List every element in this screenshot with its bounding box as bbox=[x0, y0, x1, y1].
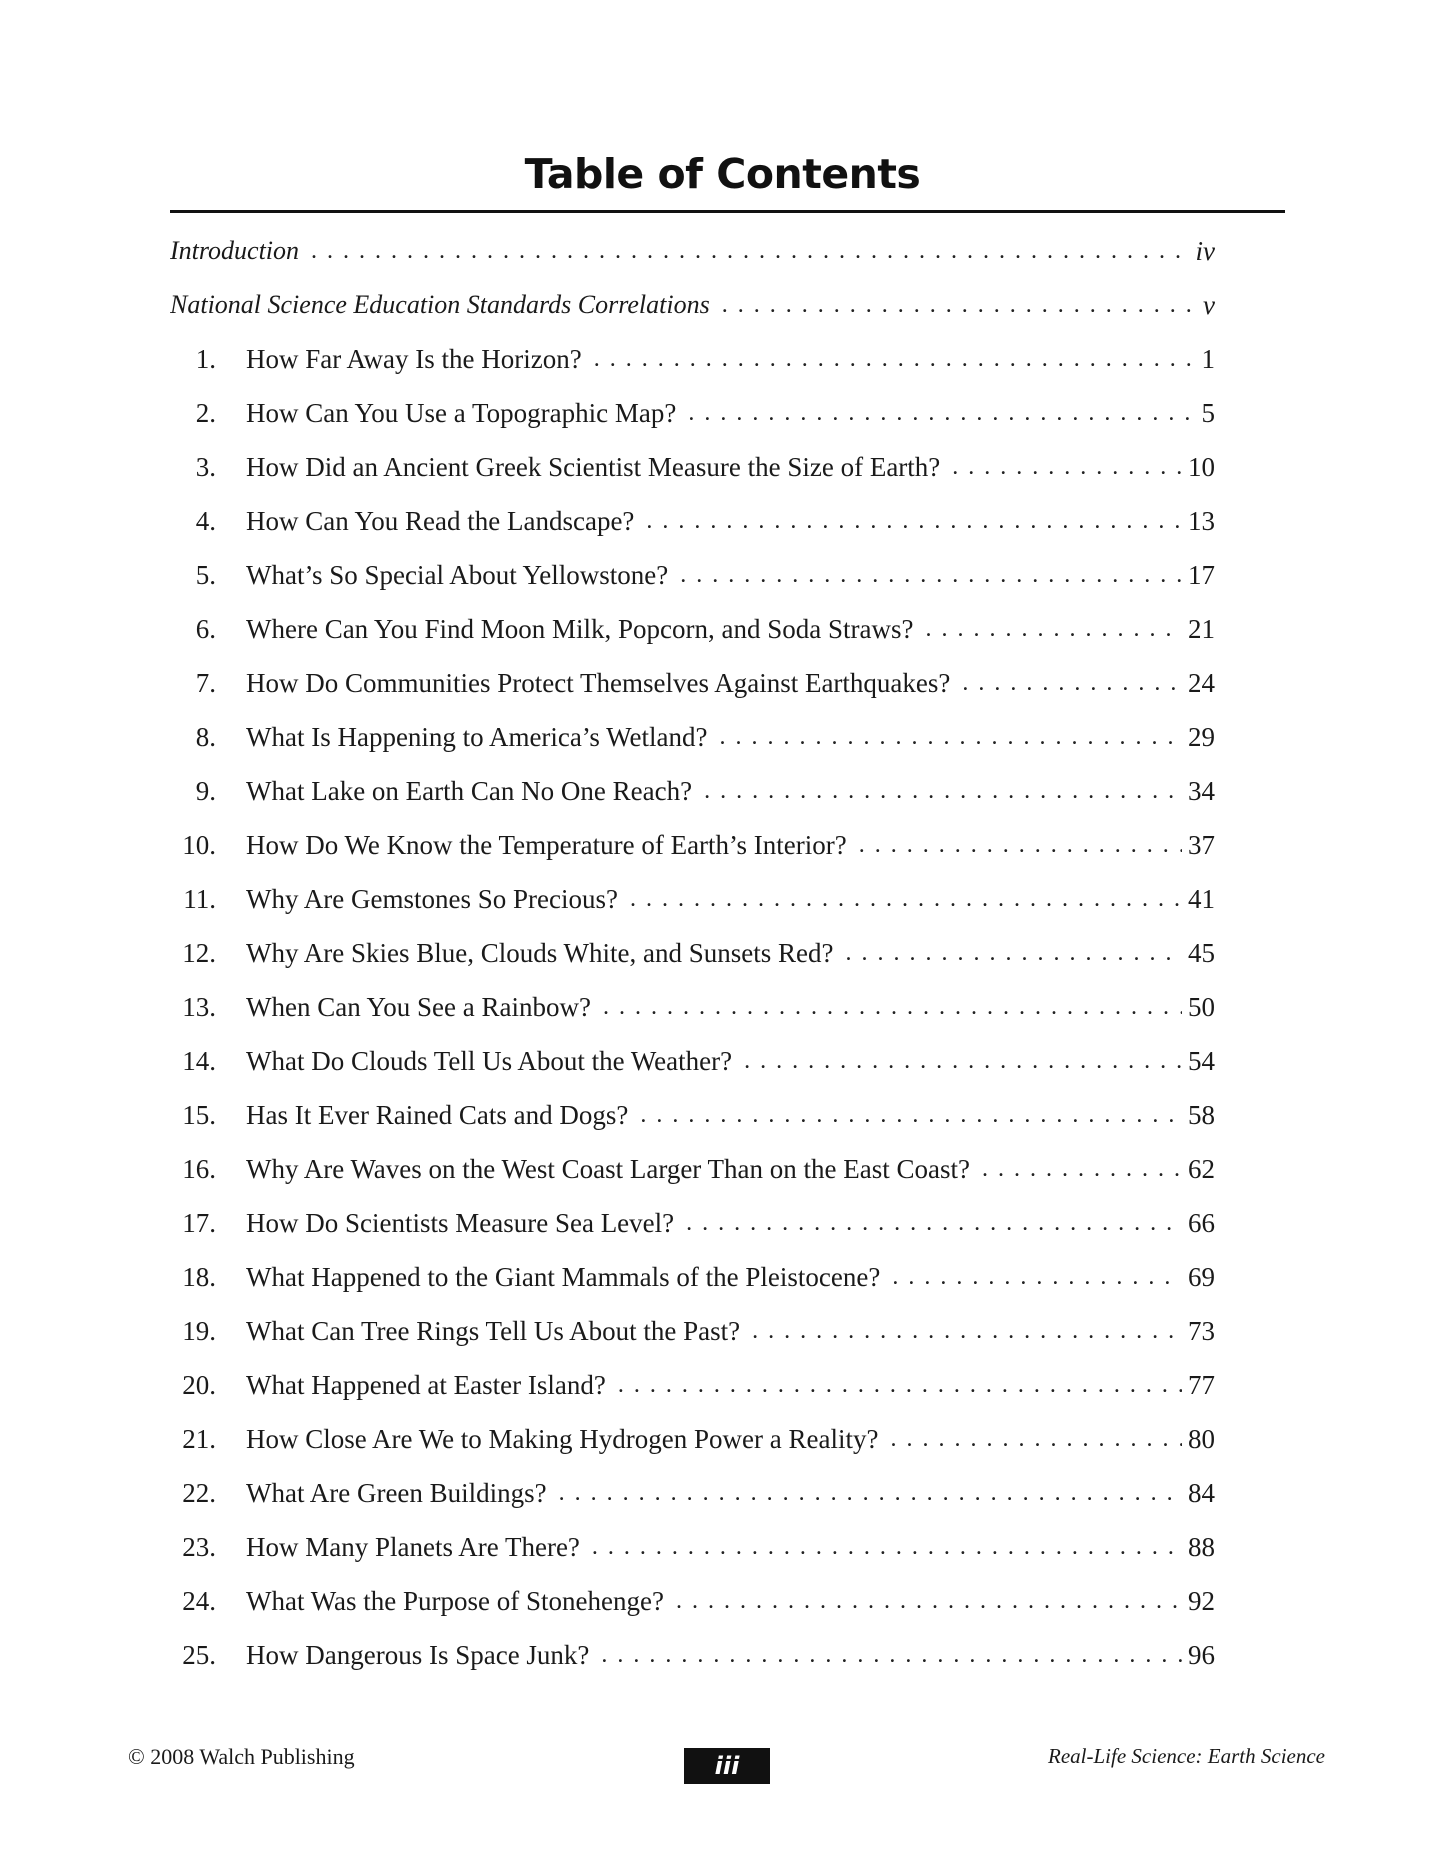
toc-entry-title: How Do Scientists Measure Sea Level? bbox=[246, 1207, 675, 1238]
toc-entry bbox=[170, 980, 1215, 1034]
toc-entry-title: What Is Happening to America’s Wetland? bbox=[246, 721, 708, 752]
dot-leader bbox=[676, 1588, 1182, 1615]
dot-leader bbox=[686, 1210, 1182, 1237]
toc-entry-title: Why Are Gemstones So Precious? bbox=[246, 883, 618, 914]
toc-entry-page: 50 bbox=[1188, 991, 1215, 1022]
toc-entry-number: 21. bbox=[182, 1423, 216, 1454]
toc-entry-page: 88 bbox=[1188, 1531, 1215, 1562]
toc-entry-page: 80 bbox=[1188, 1423, 1215, 1454]
dot-leader bbox=[618, 1372, 1182, 1399]
toc-entry-number: 5. bbox=[195, 559, 216, 590]
toc-entry-title: How Do Communities Protect Themselves Against Earthquakes? bbox=[246, 667, 951, 698]
toc-entry-number: 17. bbox=[182, 1207, 216, 1238]
toc-entry bbox=[170, 1412, 1215, 1466]
dot-leader bbox=[925, 616, 1182, 643]
toc-entry-title: How Can You Use a Topographic Map? bbox=[246, 397, 677, 428]
toc-entry-page: 10 bbox=[1188, 451, 1215, 482]
dot-leader bbox=[859, 832, 1182, 859]
toc-entry-title: How Do We Know the Temperature of Earth’s Interior? bbox=[246, 829, 847, 860]
toc-entry bbox=[170, 440, 1215, 494]
toc-entry-number: 11. bbox=[183, 883, 216, 914]
toc-entry-title: When Can You See a Rainbow? bbox=[246, 991, 591, 1022]
dot-leader bbox=[603, 994, 1182, 1021]
dot-leader bbox=[640, 1102, 1182, 1129]
toc-entry-page: 29 bbox=[1188, 721, 1215, 752]
book-title: Real-Life Science: Earth Science bbox=[1048, 1744, 1325, 1768]
toc-entry bbox=[170, 1088, 1215, 1142]
toc-entry-page: 17 bbox=[1188, 559, 1215, 590]
toc-front-matter-entry bbox=[170, 224, 1215, 278]
dot-leader bbox=[962, 670, 1182, 697]
toc-entry-title: Introduction bbox=[170, 236, 300, 265]
toc-entry bbox=[170, 1466, 1215, 1520]
toc-entry-page: 96 bbox=[1188, 1639, 1215, 1670]
toc-entry-title: How Many Planets Are There? bbox=[246, 1531, 580, 1562]
toc-entry-page: 92 bbox=[1188, 1585, 1215, 1616]
dot-leader bbox=[722, 292, 1197, 319]
toc-entry-page: 37 bbox=[1188, 829, 1215, 860]
title-rule bbox=[170, 210, 1285, 213]
toc-entry bbox=[170, 1520, 1215, 1574]
toc-entry-number: 13. bbox=[182, 991, 216, 1022]
dot-leader bbox=[688, 400, 1195, 427]
dot-leader bbox=[680, 562, 1182, 589]
toc-entry-number: 22. bbox=[182, 1477, 216, 1508]
toc-entry bbox=[170, 1034, 1215, 1088]
toc-entry bbox=[170, 710, 1215, 764]
dot-leader bbox=[704, 778, 1182, 805]
page-number: iii bbox=[684, 1748, 770, 1784]
page-title: Table of Contents bbox=[524, 150, 921, 198]
toc-entry-title: What Can Tree Rings Tell Us About the Past? bbox=[246, 1315, 741, 1346]
dot-leader bbox=[630, 886, 1182, 913]
toc-entry-page: v bbox=[1203, 289, 1215, 320]
toc-entry bbox=[170, 926, 1215, 980]
dot-leader bbox=[594, 346, 1196, 373]
toc-entry bbox=[170, 1196, 1215, 1250]
toc-entry bbox=[170, 1304, 1215, 1358]
toc-entry-title: Why Are Waves on the West Coast Larger Than on the East Coast? bbox=[246, 1153, 970, 1184]
toc-entry-number: 14. bbox=[182, 1045, 216, 1076]
toc-entry-title: What Are Green Buildings? bbox=[246, 1477, 547, 1508]
toc-entry-number: 8. bbox=[195, 721, 216, 752]
toc-entry-number: 25. bbox=[182, 1639, 216, 1670]
toc-entry-page: 69 bbox=[1188, 1261, 1215, 1292]
toc-entry bbox=[170, 386, 1215, 440]
dot-leader bbox=[311, 238, 1189, 265]
dot-leader bbox=[845, 940, 1182, 967]
toc-entry-page: 5 bbox=[1201, 397, 1215, 428]
toc-entry-page: 84 bbox=[1188, 1477, 1215, 1508]
toc-entry bbox=[170, 1628, 1215, 1682]
toc-entry bbox=[170, 1250, 1215, 1304]
toc-entry-number: 18. bbox=[182, 1261, 216, 1292]
copyright-notice: © 2008 Walch Publishing bbox=[128, 1744, 355, 1769]
toc-entry-page: 66 bbox=[1188, 1207, 1215, 1238]
toc-entry bbox=[170, 872, 1215, 926]
toc-entry-number: 15. bbox=[182, 1099, 216, 1130]
toc-entry-title: What Lake on Earth Can No One Reach? bbox=[246, 775, 693, 806]
toc-entry-title: What Happened at Easter Island? bbox=[246, 1369, 606, 1400]
toc-entry-title: How Close Are We to Making Hydrogen Power a Reality? bbox=[246, 1423, 879, 1454]
dot-leader bbox=[752, 1318, 1182, 1345]
toc-entry-page: 1 bbox=[1201, 343, 1215, 374]
toc-entry-page: 73 bbox=[1188, 1315, 1215, 1346]
toc-entry-title: How Did an Ancient Greek Scientist Measure the Size of Earth? bbox=[246, 451, 941, 482]
dot-leader bbox=[744, 1048, 1182, 1075]
toc-entry-title: What Was the Purpose of Stonehenge? bbox=[246, 1585, 664, 1616]
toc-entry-title: How Can You Read the Landscape? bbox=[246, 505, 635, 536]
toc-entry-number: 16. bbox=[182, 1153, 216, 1184]
toc-entry-page: 62 bbox=[1188, 1153, 1215, 1184]
toc-entry-title: Why Are Skies Blue, Clouds White, and Sunsets Red? bbox=[246, 937, 834, 968]
dot-leader bbox=[646, 508, 1182, 535]
toc-entry-title: Has It Ever Rained Cats and Dogs? bbox=[246, 1099, 629, 1130]
toc-entry-page: 45 bbox=[1188, 937, 1215, 968]
dot-leader bbox=[719, 724, 1182, 751]
toc-entry-page: 21 bbox=[1188, 613, 1215, 644]
toc-entry-number: 3. bbox=[195, 451, 216, 482]
dot-leader bbox=[601, 1642, 1182, 1669]
toc-entry-title: What Happened to the Giant Mammals of the Pleistocene? bbox=[246, 1261, 881, 1292]
toc-entry bbox=[170, 1142, 1215, 1196]
toc-entry-number: 2. bbox=[195, 397, 216, 428]
toc-entry bbox=[170, 602, 1215, 656]
toc-entry-page: iv bbox=[1195, 235, 1215, 266]
toc-entry bbox=[170, 1574, 1215, 1628]
toc-entry bbox=[170, 548, 1215, 602]
toc-entry bbox=[170, 494, 1215, 548]
dot-leader bbox=[890, 1426, 1182, 1453]
toc-entry-number: 1. bbox=[195, 343, 216, 374]
toc-entry-page: 34 bbox=[1188, 775, 1215, 806]
toc-entry-number: 20. bbox=[182, 1369, 216, 1400]
toc-entry-title: What Do Clouds Tell Us About the Weather? bbox=[246, 1045, 733, 1076]
toc-entry bbox=[170, 764, 1215, 818]
toc-entry-page: 24 bbox=[1188, 667, 1215, 698]
toc-entry bbox=[170, 1358, 1215, 1412]
toc-entry-number: 7. bbox=[195, 667, 216, 698]
toc-front-matter-entry bbox=[170, 278, 1215, 332]
toc-entry-page: 41 bbox=[1188, 883, 1215, 914]
toc-entry bbox=[170, 818, 1215, 872]
dot-leader bbox=[592, 1534, 1182, 1561]
table-of-contents bbox=[170, 224, 1215, 1682]
toc-entry-number: 12. bbox=[182, 937, 216, 968]
dot-leader bbox=[892, 1264, 1182, 1291]
toc-entry-page: 13 bbox=[1188, 505, 1215, 536]
toc-entry-number: 23. bbox=[182, 1531, 216, 1562]
toc-entry bbox=[170, 656, 1215, 710]
toc-entry-title: Where Can You Find Moon Milk, Popcorn, and Soda Straws? bbox=[246, 613, 914, 644]
toc-entry-number: 9. bbox=[195, 775, 216, 806]
toc-entry-number: 4. bbox=[195, 505, 216, 536]
toc-entry-page: 58 bbox=[1188, 1099, 1215, 1130]
toc-entry-page: 77 bbox=[1188, 1369, 1215, 1400]
dot-leader bbox=[952, 454, 1182, 481]
toc-entry-number: 24. bbox=[182, 1585, 216, 1616]
toc-entry-number: 19. bbox=[182, 1315, 216, 1346]
toc-entry-number: 10. bbox=[182, 829, 216, 860]
dot-leader bbox=[982, 1156, 1182, 1183]
toc-entry-page: 54 bbox=[1188, 1045, 1215, 1076]
toc-entry-title: National Science Education Standards Correlations bbox=[170, 290, 710, 319]
dot-leader bbox=[559, 1480, 1182, 1507]
toc-entry-title: How Far Away Is the Horizon? bbox=[246, 343, 582, 374]
toc-entry-title: What’s So Special About Yellowstone? bbox=[246, 559, 669, 590]
toc-entry bbox=[170, 332, 1215, 386]
toc-entry-number: 6. bbox=[195, 613, 216, 644]
toc-entry-title: How Dangerous Is Space Junk? bbox=[246, 1639, 590, 1670]
